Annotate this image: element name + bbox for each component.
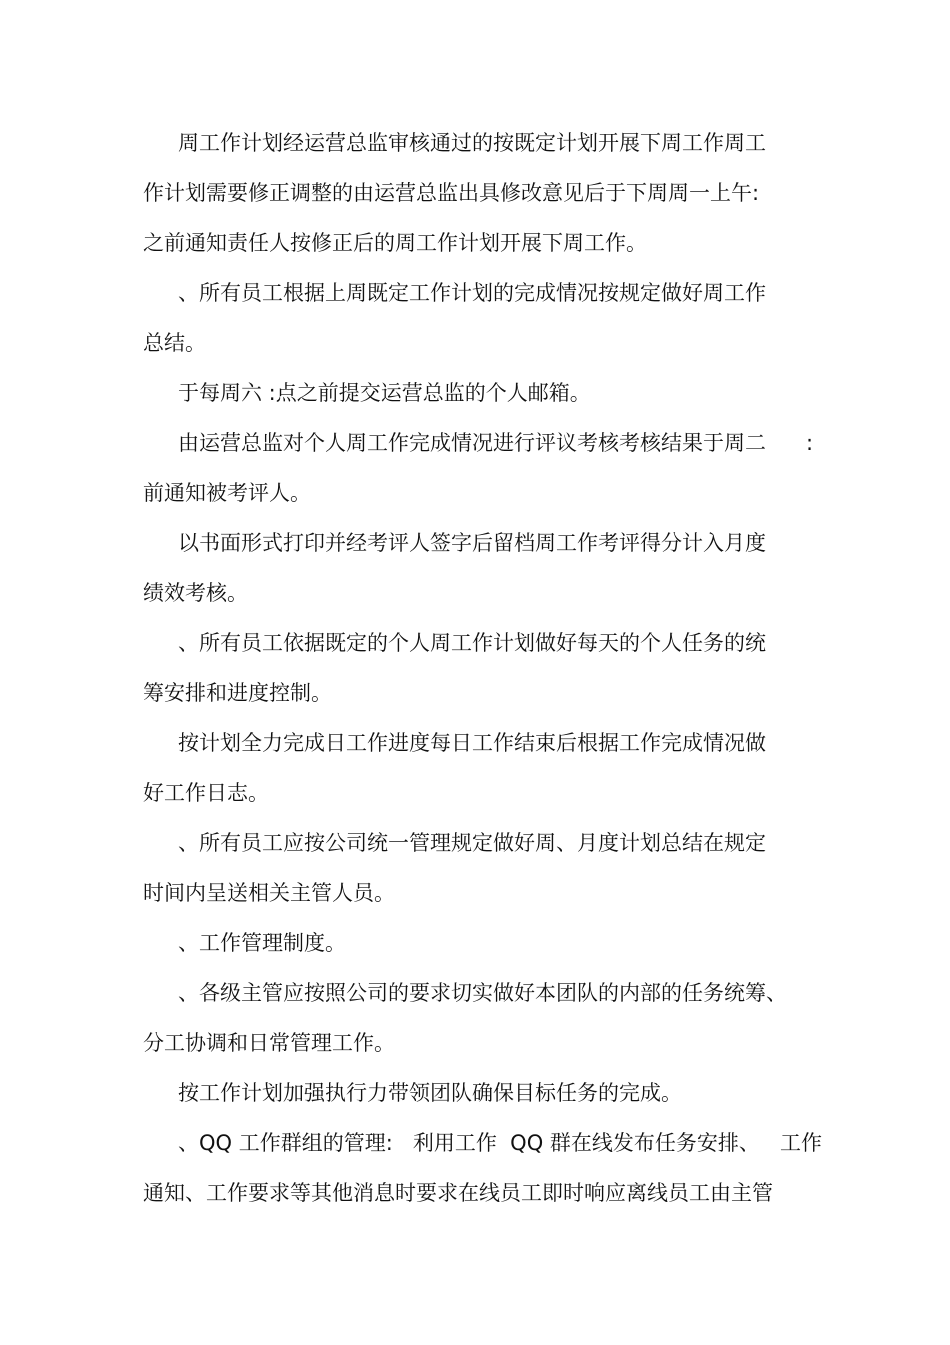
text-line-16: 时间内呈送相关主管人员。 (143, 881, 395, 905)
text-line-21: 、QQ 工作群组的管理: 利用工作 QQ 群在线发布任务安排、 工作 (178, 1131, 822, 1155)
text-line-14: 好工作日志。 (143, 781, 269, 805)
text-line-18: 、各级主管应按照公司的要求切实做好本团队的内部的任务统筹、 (178, 981, 787, 1005)
text-line-3: 之前通知责任人按修正后的周工作计划开展下周工作。 (143, 231, 647, 255)
text-line-11: 、所有员工依据既定的个人周工作计划做好每天的个人任务的统 (178, 631, 766, 655)
text-line-15: 、所有员工应按公司统一管理规定做好周、月度计划总结在规定 (178, 831, 766, 855)
text-line-6: 于每周六 :点之前提交运营总监的个人邮箱。 (178, 381, 591, 405)
text-line-13: 按计划全力完成日工作进度每日工作结束后根据工作完成情况做 (178, 731, 766, 755)
text-line-10: 绩效考核。 (143, 581, 248, 605)
text-line-5: 总结。 (143, 331, 206, 355)
text-line-17: 、工作管理制度。 (178, 931, 346, 955)
text-line-9: 以书面形式打印并经考评人签字后留档周工作考评得分计入月度 (178, 531, 766, 555)
text-line-8: 前通知被考评人。 (143, 481, 311, 505)
text-line-2: 作计划需要修正调整的由运营总监出具修改意见后于下周周一上午: (143, 181, 760, 205)
stray-colon: : (806, 431, 814, 455)
text-line-12: 筹安排和进度控制。 (143, 681, 332, 705)
text-line-7: 由运营总监对个人周工作完成情况进行评议考核考核结果于周二 (178, 431, 766, 455)
text-line-1: 周工作计划经运营总监审核通过的按既定计划开展下周工作周工 (178, 131, 766, 155)
text-line-20: 按工作计划加强执行力带领团队确保目标任务的完成。 (178, 1081, 682, 1105)
text-line-19: 分工协调和日常管理工作。 (143, 1031, 395, 1055)
text-line-4: 、所有员工根据上周既定工作计划的完成情况按规定做好周工作 (178, 281, 766, 305)
text-line-22: 通知、工作要求等其他消息时要求在线员工即时响应离线员工由主管 (143, 1181, 773, 1205)
